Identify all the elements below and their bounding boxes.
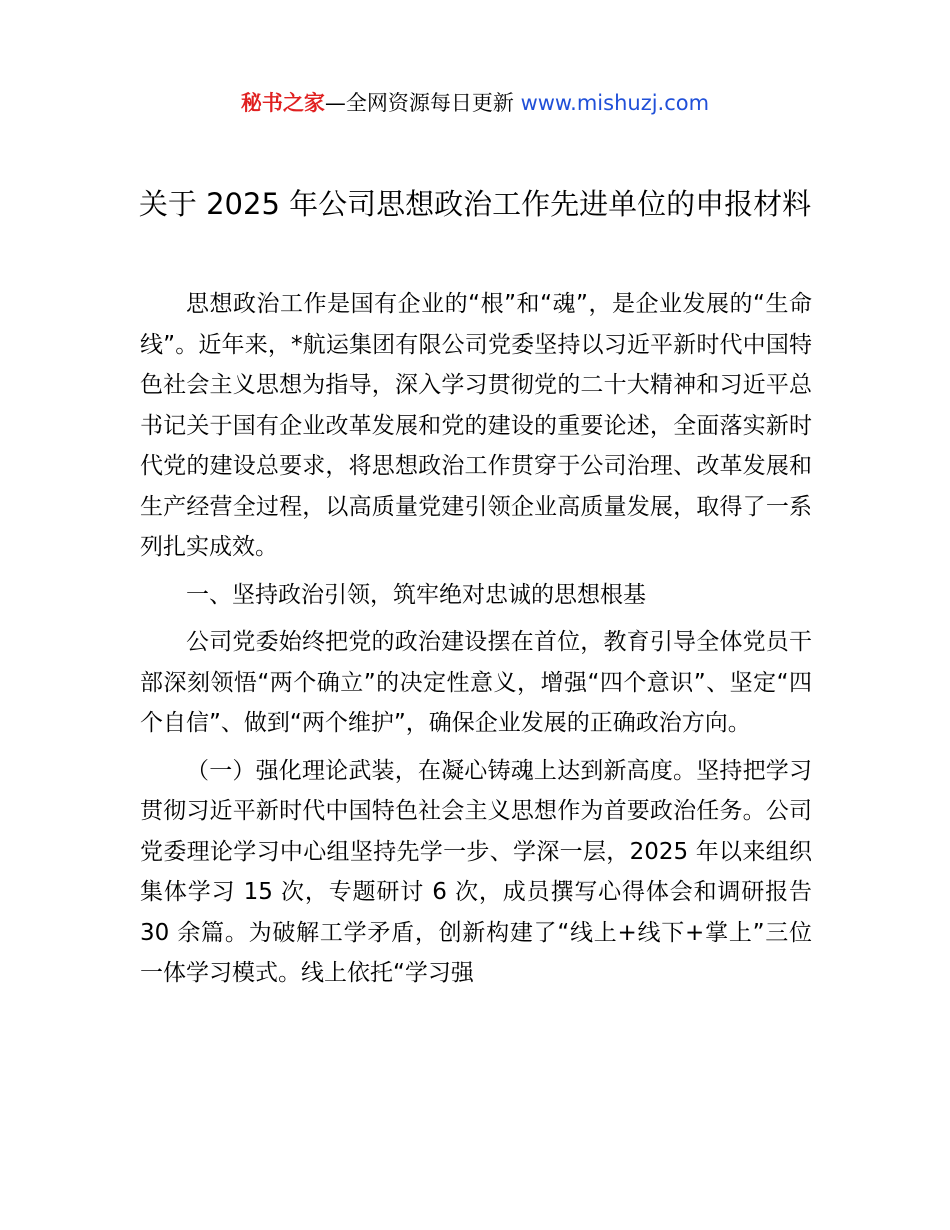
- intro-paragraph: 思想政治工作是国有企业的“根”和“魂”，是企业发展的“生命线”。近年来，*航运集团有限公司党委坚持以习近平新时代中国特色社会主义思想为指导，深入学习贯彻党的二十大精神和习近平总书记关于国有企业改革发展和党的建设的重要论述，全面落实新时代党的建设总要求，将思想政治工作贯穿于公司治理、改革发展和生产经营全过程，以高质量党建引领企业高质量发展，取得了一系列扎实成效。: [140, 291, 812, 560]
- header-slogan: —全网资源每日更新: [324, 91, 521, 115]
- brand-name: 秘书之家: [240, 91, 325, 115]
- section-heading-1: 一、坚持政治引领，筑牢绝对忠诚的思想根基: [186, 581, 646, 608]
- document-body: [140, 284, 812, 994]
- subsection-1-paragraph: （一）强化理论武装，在凝心铸魂上达到新高度。坚持把学习贯彻习近平新时代中国特色社会主义思想作为首要政治任务。公司党委理论学习中心组坚持先学一步、学深一层，2025 年以来组织集体学习 15 次，专题研讨 6 次，成员撰写心得体会和调研报告 30 余篇。为破解工学矛盾，创新构建了“线上+线下+掌上”三位一体学习模式。线上依托“学习强: [140, 757, 812, 986]
- section-1-paragraph: 公司党委始终把党的政治建设摆在首位，教育引导全体党员干部深刻领悟“两个确立”的决定性意义，增强“四个意识”、坚定“四个自信”、做到“两个维护”，确保企业发展的正确政治方向。: [140, 629, 812, 736]
- site-header: [0, 88, 950, 118]
- site-url-link[interactable]: www.mishuzj.com: [520, 91, 710, 115]
- document-title: 关于 2025 年公司思想政治工作先进单位的申报材料: [138, 187, 812, 221]
